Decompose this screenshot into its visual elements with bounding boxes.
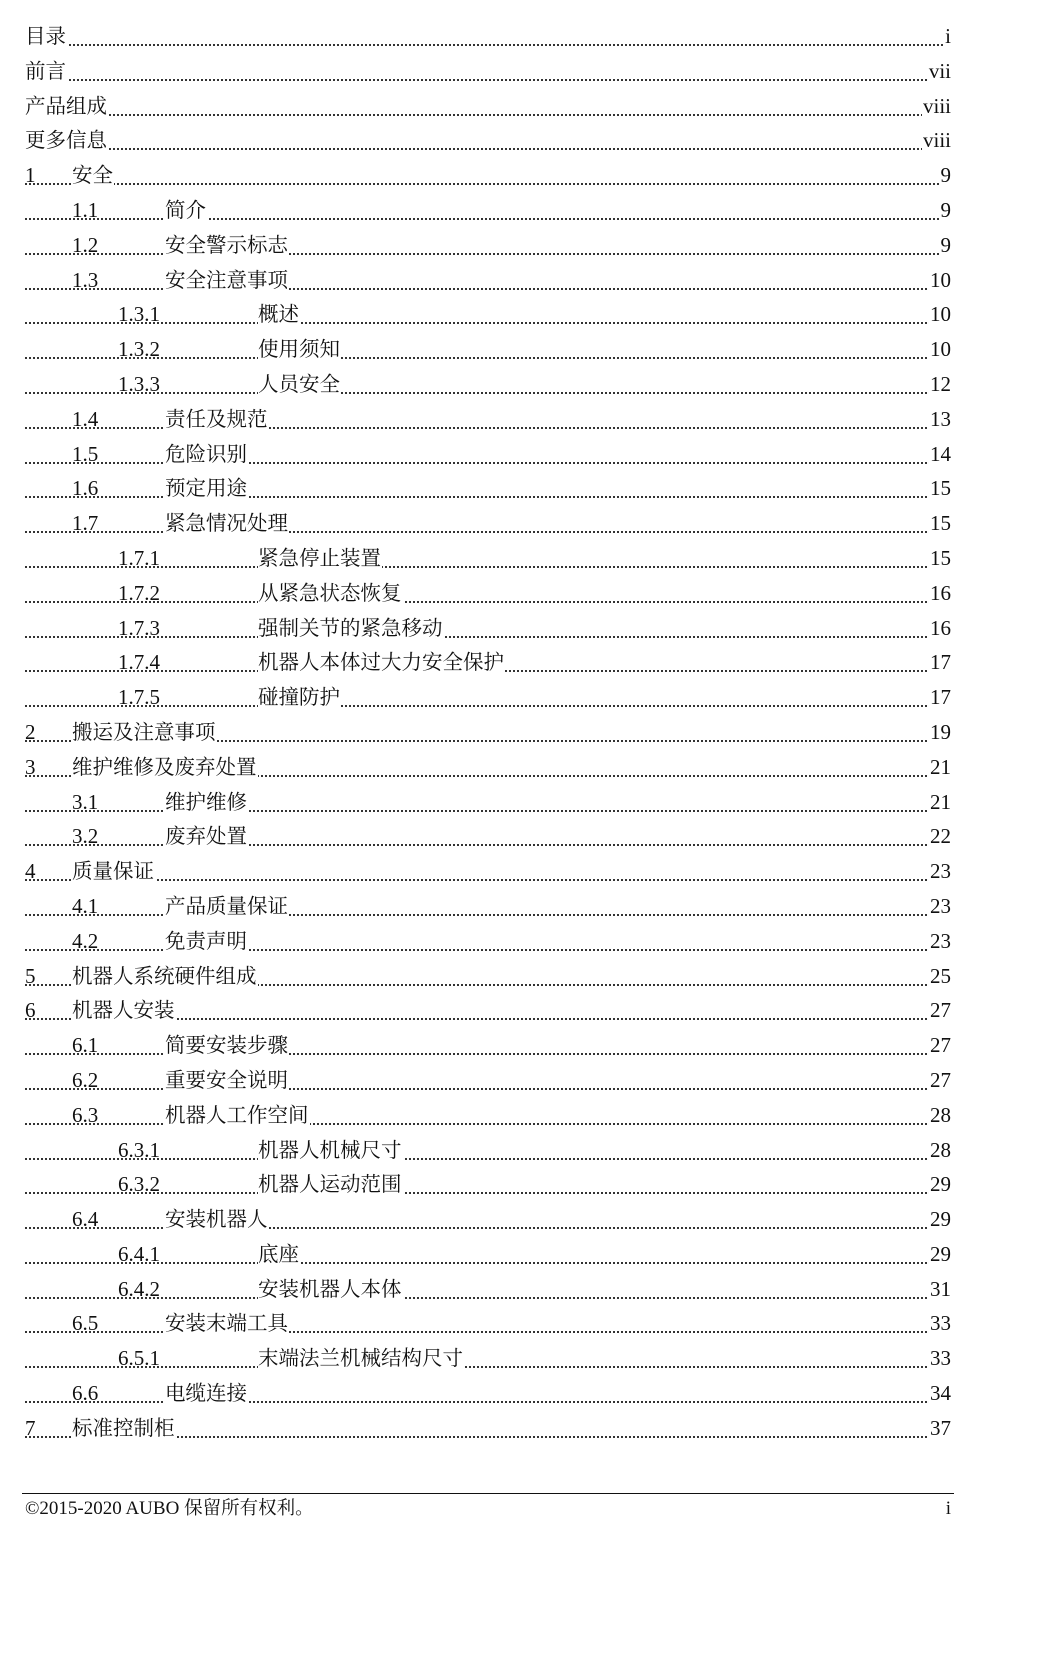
toc-entry-number: 1.3 bbox=[72, 267, 99, 292]
toc-entry-title[interactable]: 使用须知 bbox=[258, 332, 341, 367]
dot-leader bbox=[25, 1329, 951, 1333]
dot-leader bbox=[25, 216, 951, 220]
dot-leader bbox=[25, 529, 951, 533]
toc-entry[interactable] bbox=[25, 1272, 951, 1307]
toc-entry-title[interactable]: 维护维修及废弃处置 bbox=[72, 750, 258, 785]
toc-entry-page[interactable]: viii bbox=[922, 89, 951, 124]
toc-entry-title[interactable]: 预定用途 bbox=[165, 471, 248, 506]
table-of-contents bbox=[25, 19, 951, 1446]
toc-entry-number: 6.3.1 bbox=[118, 1137, 160, 1162]
toc-entry[interactable] bbox=[25, 680, 951, 715]
toc-entry-title[interactable]: 从紧急状态恢复 bbox=[258, 576, 403, 611]
toc-entry[interactable] bbox=[25, 1411, 951, 1446]
toc-entry-page[interactable]: 9 bbox=[940, 228, 952, 263]
toc-entry[interactable] bbox=[25, 89, 951, 124]
toc-entry-number: 3 bbox=[25, 754, 36, 779]
dot-leader bbox=[25, 425, 951, 429]
toc-entry[interactable] bbox=[25, 123, 951, 158]
toc-entry-number: 4 bbox=[25, 859, 36, 884]
toc-entry-title[interactable]: 责任及规范 bbox=[165, 402, 269, 437]
toc-entry[interactable] bbox=[25, 645, 951, 680]
toc-entry-number: 4.1 bbox=[72, 893, 99, 918]
toc-entry[interactable] bbox=[25, 924, 951, 959]
toc-entry-page[interactable]: 14 bbox=[929, 437, 951, 472]
toc-entry[interactable] bbox=[25, 1376, 951, 1411]
toc-entry-page[interactable]: 25 bbox=[929, 959, 951, 994]
toc-entry[interactable] bbox=[25, 263, 951, 298]
toc-entry[interactable] bbox=[25, 819, 951, 854]
dot-leader bbox=[25, 912, 951, 916]
toc-entry[interactable] bbox=[25, 1237, 951, 1272]
toc-entry-page[interactable]: 29 bbox=[929, 1202, 951, 1237]
toc-entry-number: 6.4 bbox=[72, 1207, 99, 1232]
toc-entry[interactable] bbox=[25, 158, 951, 193]
toc-entry-title[interactable]: 产品质量保证 bbox=[165, 889, 289, 924]
dot-leader bbox=[25, 1399, 951, 1403]
dot-leader bbox=[25, 251, 951, 255]
toc-entry-title[interactable]: 危险识别 bbox=[165, 437, 248, 472]
toc-entry-title[interactable]: 电缆连接 bbox=[165, 1376, 248, 1411]
toc-entry-page[interactable]: 15 bbox=[929, 541, 951, 576]
toc-entry-title[interactable]: 前言 bbox=[25, 54, 67, 89]
toc-entry-number: 4.2 bbox=[72, 928, 99, 953]
dot-leader bbox=[25, 1260, 951, 1264]
toc-entry-number: 1.7.4 bbox=[118, 650, 160, 675]
toc-entry[interactable] bbox=[25, 402, 951, 437]
toc-entry-number: 1.7.2 bbox=[118, 580, 160, 605]
toc-entry[interactable] bbox=[25, 854, 951, 889]
toc-entry[interactable] bbox=[25, 437, 951, 472]
toc-entry-number: 1.2 bbox=[72, 232, 99, 257]
toc-entry-title[interactable]: 紧急情况处理 bbox=[165, 506, 289, 541]
dot-leader bbox=[25, 564, 951, 568]
toc-entry-page[interactable]: 29 bbox=[929, 1237, 951, 1272]
toc-entry[interactable] bbox=[25, 785, 951, 820]
toc-entry-title[interactable]: 机器人安装 bbox=[72, 993, 176, 1028]
toc-entry-number: 6.3 bbox=[72, 1102, 99, 1127]
toc-entry-title[interactable]: 产品组成 bbox=[25, 89, 108, 124]
toc-entry-title[interactable]: 简要安装步骤 bbox=[165, 1028, 289, 1063]
toc-entry-title[interactable]: 安全警示标志 bbox=[165, 228, 289, 263]
toc-entry-page[interactable]: 37 bbox=[929, 1411, 951, 1446]
toc-entry[interactable] bbox=[25, 541, 951, 576]
toc-entry-number: 1.7.3 bbox=[118, 615, 160, 640]
dot-leader bbox=[25, 1225, 951, 1229]
toc-entry-title[interactable]: 机器人工作空间 bbox=[165, 1098, 310, 1133]
dot-leader bbox=[25, 1190, 951, 1194]
toc-entry-number: 1.5 bbox=[72, 441, 99, 466]
copyright-suffix: 保留所有权利。 bbox=[184, 1498, 314, 1519]
toc-entry-number: 5 bbox=[25, 963, 36, 988]
toc-entry[interactable] bbox=[25, 750, 951, 785]
toc-entry-page[interactable]: 9 bbox=[940, 193, 952, 228]
dot-leader bbox=[25, 703, 951, 707]
toc-entry-number: 1.6 bbox=[72, 476, 99, 501]
toc-entry-page[interactable]: 22 bbox=[929, 819, 951, 854]
toc-entry-page[interactable]: viii bbox=[922, 123, 951, 158]
toc-entry[interactable] bbox=[25, 1063, 951, 1098]
toc-entry[interactable] bbox=[25, 367, 951, 402]
toc-entry-number: 6.3.2 bbox=[118, 1172, 160, 1197]
toc-entry-title[interactable]: 机器人运动范围 bbox=[258, 1167, 403, 1202]
toc-entry-number: 6 bbox=[25, 998, 36, 1023]
dot-leader bbox=[25, 1051, 951, 1055]
toc-entry-number: 6.1 bbox=[72, 1033, 99, 1058]
toc-entry-title[interactable]: 底座 bbox=[258, 1237, 300, 1272]
dot-leader bbox=[25, 634, 951, 638]
toc-entry-number: 1.7.1 bbox=[118, 545, 160, 570]
toc-entry-title[interactable]: 更多信息 bbox=[25, 123, 108, 158]
toc-entry[interactable] bbox=[25, 611, 951, 646]
toc-entry[interactable] bbox=[25, 471, 951, 506]
toc-entry-page[interactable]: 28 bbox=[929, 1133, 951, 1168]
toc-entry-page[interactable]: 21 bbox=[929, 785, 951, 820]
toc-entry-number: 1.1 bbox=[72, 197, 99, 222]
toc-entry-page[interactable]: 16 bbox=[929, 611, 951, 646]
toc-entry-number: 1.7.5 bbox=[118, 685, 160, 710]
toc-entry[interactable] bbox=[25, 1098, 951, 1133]
toc-entry-title[interactable]: 概述 bbox=[258, 297, 300, 332]
toc-entry-page[interactable]: 27 bbox=[929, 1063, 951, 1098]
dot-leader bbox=[25, 877, 951, 881]
toc-entry-title[interactable]: 标准控制柜 bbox=[72, 1411, 176, 1446]
dot-leader bbox=[25, 286, 951, 290]
dot-leader bbox=[25, 77, 951, 81]
dot-leader bbox=[25, 112, 951, 116]
toc-entry-title[interactable]: 强制关节的紧急移动 bbox=[258, 611, 444, 646]
toc-entry-page[interactable]: 10 bbox=[929, 297, 951, 332]
toc-entry-number: 1.3.1 bbox=[118, 302, 160, 327]
toc-entry-number: 6.5 bbox=[72, 1311, 99, 1336]
dot-leader bbox=[25, 42, 951, 46]
toc-entry-number: 7 bbox=[25, 1415, 36, 1440]
dot-leader bbox=[25, 494, 951, 498]
toc-entry-number: 6.5.1 bbox=[118, 1346, 160, 1371]
toc-entry-title[interactable]: 碰撞防护 bbox=[258, 680, 341, 715]
toc-entry-page[interactable]: 34 bbox=[929, 1376, 951, 1411]
toc-entry-page[interactable]: 28 bbox=[929, 1098, 951, 1133]
toc-entry-page[interactable]: 31 bbox=[929, 1272, 951, 1307]
dot-leader bbox=[25, 1364, 951, 1368]
toc-entry-title[interactable]: 维护维修 bbox=[165, 785, 248, 820]
toc-entry[interactable] bbox=[25, 506, 951, 541]
toc-entry[interactable] bbox=[25, 1202, 951, 1237]
toc-entry[interactable] bbox=[25, 228, 951, 263]
dot-leader bbox=[25, 842, 951, 846]
toc-entry-page[interactable]: 17 bbox=[929, 645, 951, 680]
toc-entry-page[interactable]: 16 bbox=[929, 576, 951, 611]
toc-entry[interactable] bbox=[25, 1028, 951, 1063]
toc-entry[interactable] bbox=[25, 19, 951, 54]
toc-entry-title[interactable]: 简介 bbox=[165, 193, 207, 228]
dot-leader bbox=[25, 181, 951, 185]
copyright-prefix: ©2015-2020 AUBO bbox=[25, 1498, 185, 1519]
dot-leader bbox=[25, 1121, 951, 1125]
toc-entry-page[interactable]: 15 bbox=[929, 471, 951, 506]
toc-entry-title[interactable]: 安装机器人 bbox=[165, 1202, 269, 1237]
toc-entry[interactable] bbox=[25, 959, 951, 994]
toc-entry[interactable] bbox=[25, 889, 951, 924]
toc-entry-title[interactable]: 机器人机械尺寸 bbox=[258, 1133, 403, 1168]
toc-entry[interactable] bbox=[25, 1306, 951, 1341]
toc-entry-number: 1 bbox=[25, 163, 36, 188]
toc-entry[interactable] bbox=[25, 193, 951, 228]
toc-entry[interactable] bbox=[25, 1167, 951, 1202]
dot-leader bbox=[25, 1295, 951, 1299]
toc-entry-page[interactable]: 19 bbox=[929, 715, 951, 750]
toc-entry[interactable] bbox=[25, 576, 951, 611]
toc-entry-page[interactable]: 23 bbox=[929, 854, 951, 889]
toc-entry-page[interactable]: 23 bbox=[929, 924, 951, 959]
dot-leader bbox=[25, 390, 951, 394]
toc-entry[interactable] bbox=[25, 1133, 951, 1168]
toc-entry-title[interactable]: 安装末端工具 bbox=[165, 1306, 289, 1341]
toc-entry-title[interactable]: 末端法兰机械结构尺寸 bbox=[258, 1341, 464, 1376]
dot-leader bbox=[25, 1156, 951, 1160]
toc-entry-page[interactable]: 10 bbox=[929, 332, 951, 367]
toc-entry[interactable] bbox=[25, 993, 951, 1028]
toc-entry-title[interactable]: 安装机器人本体 bbox=[258, 1272, 403, 1307]
dot-leader bbox=[25, 947, 951, 951]
toc-entry-title[interactable]: 安全注意事项 bbox=[165, 263, 289, 298]
dot-leader bbox=[25, 460, 951, 464]
toc-entry-page[interactable]: 9 bbox=[940, 158, 952, 193]
toc-entry-title[interactable]: 搬运及注意事项 bbox=[72, 715, 217, 750]
dot-leader bbox=[25, 1086, 951, 1090]
dot-leader bbox=[25, 808, 951, 812]
toc-entry-page[interactable]: 29 bbox=[929, 1167, 951, 1202]
dot-leader bbox=[25, 599, 951, 603]
toc-entry-number: 3.1 bbox=[72, 789, 99, 814]
toc-entry-page[interactable]: 17 bbox=[929, 680, 951, 715]
toc-entry[interactable] bbox=[25, 297, 951, 332]
toc-entry[interactable] bbox=[25, 715, 951, 750]
toc-entry-title[interactable]: 免责声明 bbox=[165, 924, 248, 959]
toc-entry-page[interactable]: 13 bbox=[929, 402, 951, 437]
toc-entry-title[interactable]: 人员安全 bbox=[258, 367, 341, 402]
toc-entry-number: 6.6 bbox=[72, 1381, 99, 1406]
toc-entry-page[interactable]: i bbox=[944, 19, 951, 54]
toc-entry-page[interactable]: 15 bbox=[929, 506, 951, 541]
toc-entry-title[interactable]: 紧急停止装置 bbox=[258, 541, 382, 576]
toc-entry-title[interactable]: 目录 bbox=[25, 19, 67, 54]
toc-entry-number: 6.2 bbox=[72, 1067, 99, 1092]
toc-entry-title[interactable]: 机器人本体过大力安全保护 bbox=[258, 645, 505, 680]
toc-entry-page[interactable]: vii bbox=[928, 54, 951, 89]
footer-page-number: i bbox=[945, 1498, 951, 1519]
toc-entry-title[interactable]: 机器人系统硬件组成 bbox=[72, 959, 258, 994]
toc-entry-number: 1.7 bbox=[72, 511, 99, 536]
toc-entry-number: 6.4.1 bbox=[118, 1241, 160, 1266]
toc-entry-title[interactable]: 重要安全说明 bbox=[165, 1063, 289, 1098]
toc-entry-title[interactable]: 安全 bbox=[72, 158, 114, 193]
toc-entry-number: 6.4.2 bbox=[118, 1276, 160, 1301]
dot-leader bbox=[25, 355, 951, 359]
toc-entry-page[interactable]: 33 bbox=[929, 1341, 951, 1376]
toc-entry-number: 1.3.2 bbox=[118, 337, 160, 362]
toc-entry[interactable] bbox=[25, 54, 951, 89]
toc-entry-page[interactable]: 27 bbox=[929, 1028, 951, 1063]
toc-entry-number: 1.3.3 bbox=[118, 371, 160, 396]
toc-entry[interactable] bbox=[25, 332, 951, 367]
toc-entry-page[interactable]: 27 bbox=[929, 993, 951, 1028]
toc-entry-title[interactable]: 质量保证 bbox=[72, 854, 155, 889]
footer-divider bbox=[22, 1493, 954, 1494]
toc-entry-number: 2 bbox=[25, 719, 36, 744]
toc-entry[interactable] bbox=[25, 1341, 951, 1376]
dot-leader bbox=[25, 320, 951, 324]
toc-entry-page[interactable]: 12 bbox=[929, 367, 951, 402]
toc-entry-number: 3.2 bbox=[72, 824, 99, 849]
toc-entry-page[interactable]: 21 bbox=[929, 750, 951, 785]
dot-leader bbox=[25, 146, 951, 150]
toc-entry-page[interactable]: 10 bbox=[929, 263, 951, 298]
toc-entry-page[interactable]: 33 bbox=[929, 1306, 951, 1341]
toc-entry-title[interactable]: 废弃处置 bbox=[165, 819, 248, 854]
toc-entry-number: 1.4 bbox=[72, 406, 99, 431]
toc-entry-page[interactable]: 23 bbox=[929, 889, 951, 924]
footer-copyright bbox=[25, 1497, 314, 1521]
